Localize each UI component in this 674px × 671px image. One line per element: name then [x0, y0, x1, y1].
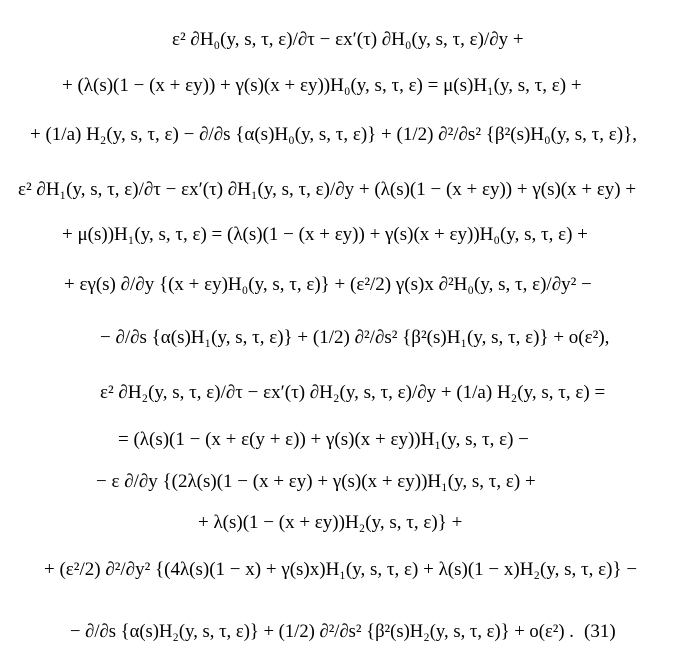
equation-text: − ∂/∂s {α(s)H₂(y, s, τ, ε)} + (1/2) ∂²/∂s² {β²(s)H₂(y, s, τ, ε)} + o(ε²) .: [70, 621, 574, 642]
equation-text: − ε ∂/∂y {(2λ(s)(1 − (x + εy) + γ(s)(x + εy))H₁(y, s, τ, ε) +: [96, 471, 536, 492]
equation-line-8: [0, 373, 674, 413]
equation-line-1: [0, 20, 674, 60]
equation-line-9: [0, 420, 674, 460]
equation-line-7: [0, 318, 674, 358]
equation-text: − ∂/∂s {α(s)H₁(y, s, τ, ε)} + (1/2) ∂²/∂s² {β²(s)H₁(y, s, τ, ε)} + o(ε²),: [100, 327, 610, 348]
equation-line-2: [0, 66, 674, 106]
equation-text: + (ε²/2) ∂²/∂y² {(4λ(s)(1 − x) + γ(s)x)H₁(y, s, τ, ε) + λ(s)(1 − x)H₂(y, s, τ, ε)} −: [44, 559, 638, 580]
equation-line-11: [0, 503, 674, 543]
equation-text: + μ(s))H₁(y, s, τ, ε) = (λ(s)(1 − (x + εy)) + γ(s)(x + εy))H₀(y, s, τ, ε) +: [62, 224, 588, 245]
equation-text: ε² ∂H₀(y, s, τ, ε)/∂τ − εx′(τ) ∂H₀(y, s, τ, ε)/∂y +: [172, 29, 524, 50]
equation-line-4: [0, 170, 674, 210]
equation-text: = (λ(s)(1 − (x + ε(y + ε)) + γ(s)(x + εy))H₁(y, s, τ, ε) −: [118, 429, 529, 450]
equation-number: (31): [584, 621, 616, 642]
equation-line-3: [0, 115, 674, 155]
equation-text: + (1/a) H₂(y, s, τ, ε) − ∂/∂s {α(s)H₀(y, s, τ, ε)} + (1/2) ∂²/∂s² {β²(s)H₀(y, s, τ, ε)},: [30, 124, 637, 145]
equation-line-10: [0, 462, 674, 502]
equation-line-13: [0, 612, 674, 652]
equation-line-6: [0, 265, 674, 305]
equation-line-12: [0, 550, 674, 590]
equation-text: ε² ∂H₂(y, s, τ, ε)/∂τ − εx′(τ) ∂H₂(y, s, τ, ε)/∂y + (1/a) H₂(y, s, τ, ε) =: [100, 382, 606, 403]
equation-text: + λ(s)(1 − (x + εy))H₂(y, s, τ, ε)} +: [198, 512, 463, 533]
equation-text: + εγ(s) ∂/∂y {(x + εy)H₀(y, s, τ, ε)} + (ε²/2) γ(s)x ∂²H₀(y, s, τ, ε)/∂y² −: [64, 274, 592, 295]
equation-text: + (λ(s)(1 − (x + εy)) + γ(s)(x + εy))H₀(y, s, τ, ε) = μ(s)H₁(y, s, τ, ε) +: [62, 75, 582, 96]
equation-text: ε² ∂H₁(y, s, τ, ε)/∂τ − εx′(τ) ∂H₁(y, s, τ, ε)/∂y + (λ(s)(1 − (x + εy)) + γ(s)(x + εy) +: [18, 179, 637, 200]
equation-line-5: [0, 215, 674, 255]
